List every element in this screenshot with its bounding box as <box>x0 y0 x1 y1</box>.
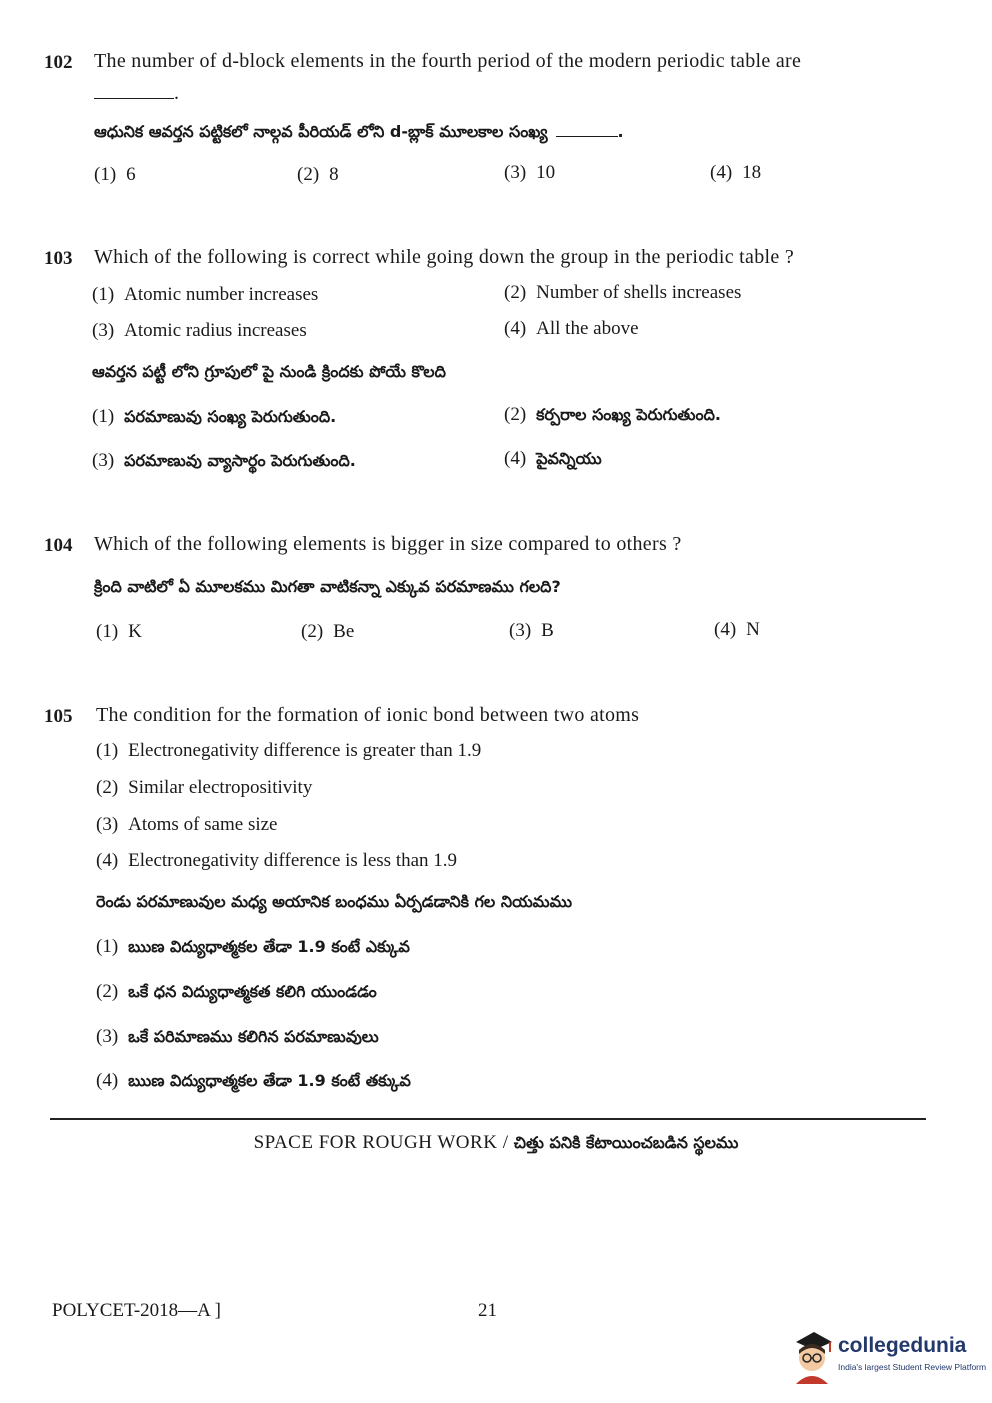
page-number: 21 <box>478 1300 497 1321</box>
question-number: 103 <box>44 248 73 269</box>
question-number: 102 <box>44 52 73 73</box>
question-number: 105 <box>44 706 73 727</box>
option-1-te[interactable]: (1) ఋణ విద్యుధాత్మకల తేడా 1.9 కంటే ఎక్కువ <box>96 936 410 957</box>
brand-name: collegedunia <box>838 1334 967 1357</box>
option-3[interactable]: (3) Atoms of same size <box>96 814 278 835</box>
rough-work-heading: SPACE FOR ROUGH WORK / చిత్తు పనికి కేటాయించబడిన స్థలము <box>253 1132 739 1153</box>
question-text-te: రెండు పరమాణువుల మధ్య అయానిక బంధము ఏర్పడడానికి గల నియమము <box>96 892 573 911</box>
option-2[interactable]: (2) 8 <box>297 164 339 185</box>
option-4[interactable]: (4) Electronegativity difference is less than 1.9 <box>96 850 458 871</box>
option-3-te[interactable]: (3) ఒకే పరిమాణము కలిగిన పరమాణువులు <box>96 1026 379 1047</box>
option-4-te[interactable]: (4) పైవన్నియు <box>504 448 602 469</box>
brand-tagline: India's largest Student Review Platform <box>838 1362 987 1372</box>
student-avatar-icon <box>790 1328 834 1384</box>
question-text-en: The condition for the formation of ionic bond between two atoms <box>96 704 640 726</box>
option-3[interactable]: (3) 10 <box>504 162 556 183</box>
option-4-te[interactable]: (4) ఋణ విద్యుధాత్మకల తేడా 1.9 కంటే తక్కువ <box>96 1070 411 1091</box>
option-1[interactable]: (1) Electronegativity difference is greater than 1.9 <box>96 740 482 761</box>
blank-line <box>94 84 174 99</box>
blank-line <box>556 126 618 137</box>
paper-code: POLYCET-2018—A ] <box>52 1300 221 1321</box>
option-4[interactable]: (4) 18 <box>710 162 762 183</box>
rough-work-divider <box>50 1118 926 1120</box>
question-number: 104 <box>44 535 73 556</box>
question-text-te: క్రింది వాటిలో ఏ మూలకము మిగతా వాటికన్నా ఎక్కువ పరమాణము గలది? <box>94 577 561 596</box>
question-text-en: Which of the following elements is bigger in size compared to others ? <box>94 533 682 555</box>
option-1[interactable]: (1) 6 <box>94 164 136 185</box>
answer-blank: . <box>94 82 179 105</box>
option-4[interactable]: (4) N <box>714 619 760 640</box>
option-2[interactable]: (2) Similar electropositivity <box>96 777 313 798</box>
option-3-te[interactable]: (3) పరమాణువు వ్యాసార్థం పెరుగుతుంది. <box>92 450 356 471</box>
option-2-te[interactable]: (2) కర్పరాల సంఖ్య పెరుగుతుంది. <box>504 404 721 425</box>
option-2-te[interactable]: (2) ఒకే ధన విద్యుధాత్మకత కలిగి యుండడం <box>96 981 377 1002</box>
brand-logo[interactable] <box>790 1328 985 1388</box>
question-text-te: ఆవర్తన పట్టీ లోని గ్రూపులో పై నుండి క్రిందకు పోయే కొలది <box>92 362 446 381</box>
option-2[interactable]: (2) Be <box>301 621 355 642</box>
option-4[interactable]: (4) All the above <box>504 318 639 339</box>
option-1[interactable]: (1) K <box>96 621 142 642</box>
option-2[interactable]: (2) Number of shells increases <box>504 282 742 303</box>
question-text-en: Which of the following is correct while going down the group in the periodic table ? <box>94 246 795 268</box>
question-text-en: The number of d-block elements in the fourth period of the modern periodic table are <box>94 50 802 72</box>
option-3[interactable]: (3) B <box>509 620 554 641</box>
option-3[interactable]: (3) Atomic radius increases <box>92 320 307 341</box>
option-1-te[interactable]: (1) పరమాణువు సంఖ్య పెరుగుతుంది. <box>92 406 337 427</box>
option-1[interactable]: (1) Atomic number increases <box>92 284 319 305</box>
question-text-te: ఆధునిక ఆవర్తన పట్టికలో నాల్గవ పీరియడ్ లోని d-బ్లాక్ మూలకాల సంఖ్య . <box>94 122 624 141</box>
